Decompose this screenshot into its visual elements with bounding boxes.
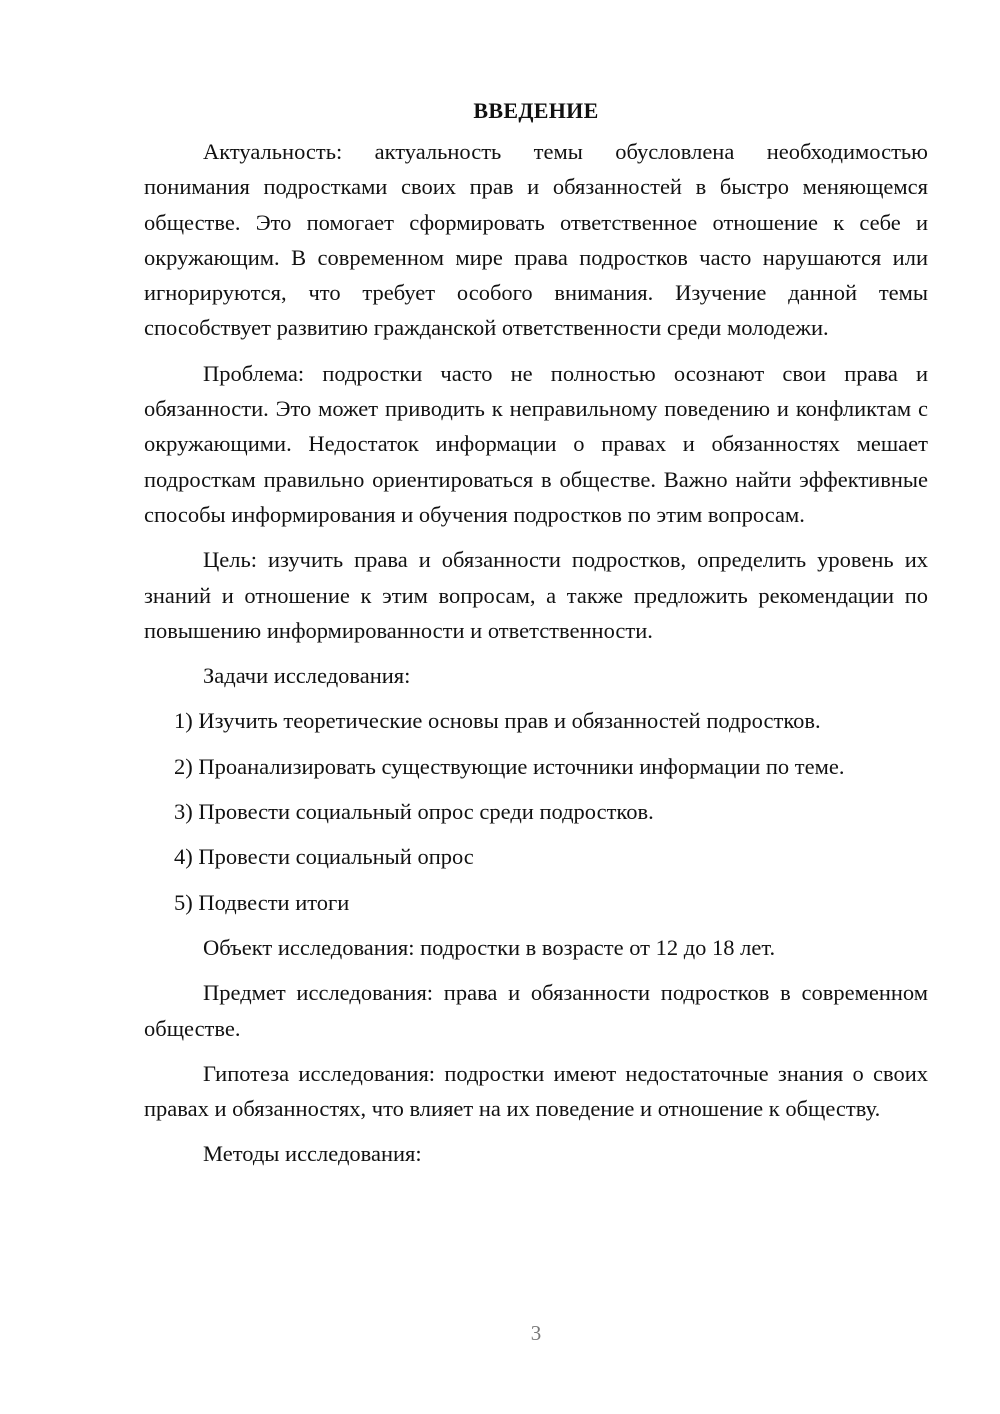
section-title: ВВЕДЕНИЕ: [473, 98, 599, 123]
object-paragraph: Объект исследования: подростки в возрасте от 12 до 18 лет.: [203, 934, 776, 960]
tasks-heading: Задачи исследования:: [203, 663, 411, 689]
tasks-list: [144, 703, 928, 919]
methods-heading: Методы исследования:: [203, 1141, 422, 1167]
subject-paragraph: Предмет исследования: права и обязанности подростков в современном обществе.: [144, 980, 928, 1041]
task-item: 5) Подвести итоги: [174, 889, 350, 915]
document-page: [144, 93, 928, 1182]
relevance-paragraph: Актуальность: актуальность темы обусловлена необходимостью понимания подростками своих прав и обязанностей в быстро меняющемся обществе. Это помогает сформировать ответственное отношение к себе и окружающим. В современном мире права подростков часто нарушаются или игнорируются, что требует особого внимания. Изучение данной темы способствует развитию гражданской ответственности среди молодежи.: [144, 139, 928, 341]
task-item: 2) Проанализировать существующие источники информации по теме.: [174, 753, 845, 779]
task-item: 4) Провести социальный опрос: [174, 844, 474, 870]
hypothesis-paragraph: Гипотеза исследования: подростки имеют недостаточные знания о своих правах и обязанностях, что влияет на их поведение и отношение к обществу.: [144, 1060, 928, 1122]
page-number: 3: [530, 1321, 542, 1345]
task-item: 1) Изучить теоретические основы прав и обязанностей подростков.: [174, 708, 821, 734]
problem-paragraph: Проблема: подростки часто не полностью осознают свои права и обязанности. Это может приводить к неправильному поведению и конфликтам с окружающими. Недостаток информации о правах и обязанностях мешает подросткам правильно ориентироваться в обществе. Важно найти эффективные способы информирования и обучения подростков по этим вопросам.: [144, 360, 928, 527]
goal-paragraph: Цель: изучить права и обязанности подростков, определить уровень их знаний и отношение к этим вопросам, а также предложить рекомендации по повышению информированности и ответственности.: [144, 547, 928, 643]
task-item: 3) Провести социальный опрос среди подростков.: [174, 799, 654, 825]
